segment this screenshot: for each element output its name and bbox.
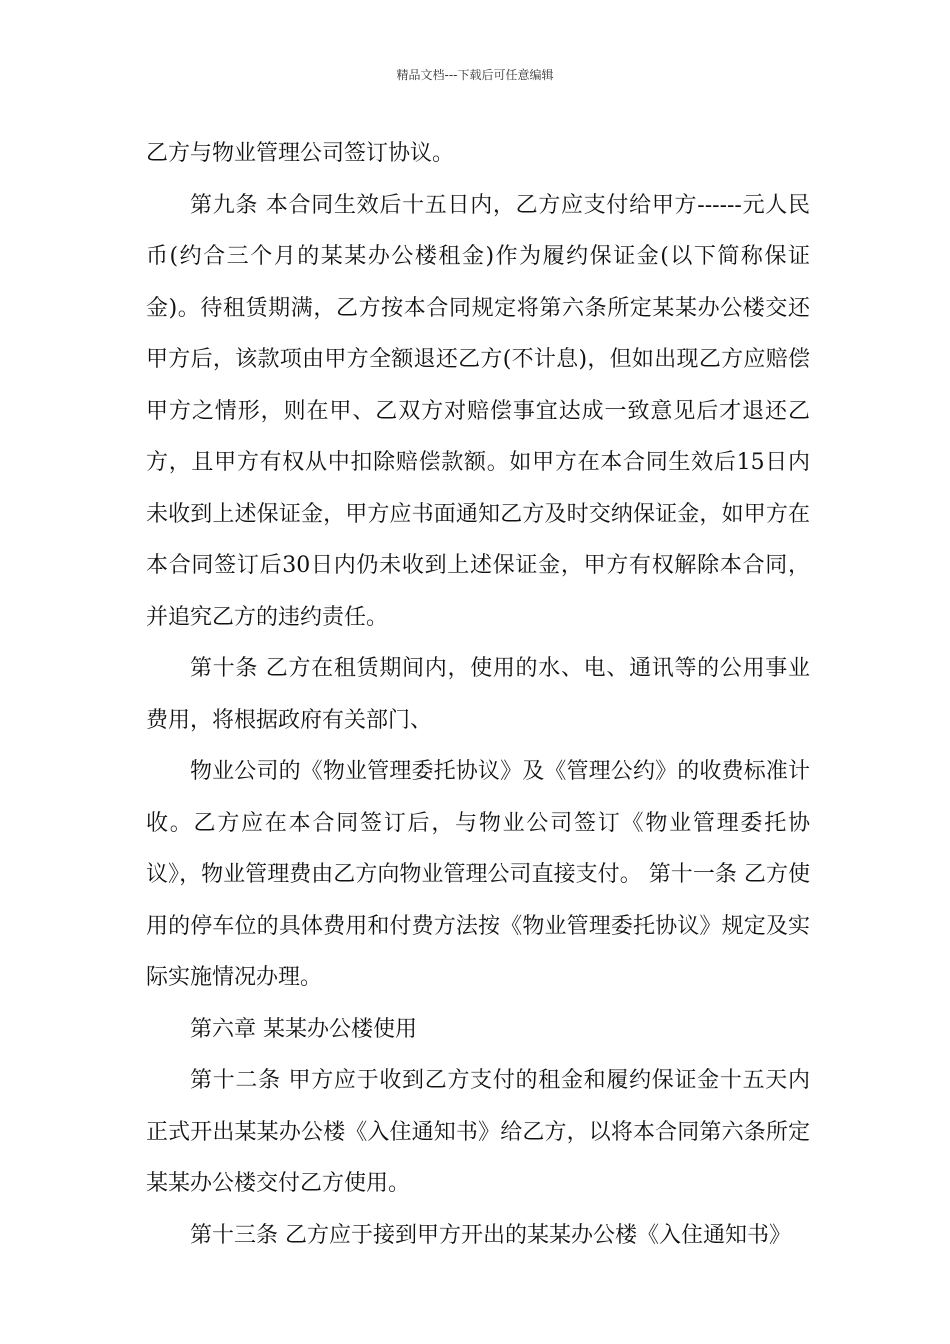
paragraph-article-10: 第十条 乙方在租赁期间内，使用的水、电、通讯等的公用事业费用，将根据政府有关部门、	[146, 656, 810, 733]
chapter-heading: 第六章 某某办公楼使用	[190, 1016, 417, 1042]
document-body	[146, 128, 810, 1261]
paragraph-article-10-continued: 物业公司的《物业管理委托协议》及《管理公约》的收费标准计收。乙方应在本合同签订后，与物业公司签订《物业管理委托协议》，物业管理费由乙方向物业管理公司直接支付。 第十一条 乙方使用的停车位的具体费用和付费方法按《物业管理委托协议》规定及实际实施情况办理。	[146, 759, 810, 990]
paragraph-1: 乙方与物业管理公司签订协议。	[146, 141, 455, 166]
paragraph-article-9: 第九条 本合同生效后十五日内，乙方应支付给甲方------元人民币(约合三个月的某某办公楼租金)作为履约保证金(以下简称保证金)。待租赁期满，乙方按本合同规定将第六条所定某某办公楼交还甲方后，该款项由甲方全额退还乙方(不计息)，但如出现乙方应赔偿甲方之情形，则在甲、乙双方对赔偿事宜达成一致意见后才退还乙方，且甲方有权从中扣除赔偿款额。如甲方在本合同生效后15日内未收到上述保证金，甲方应书面通知乙方及时交纳保证金，如甲方在本合同签订后30日内仍未收到上述保证金，甲方有权解除本合同，并追究乙方的违约责任。	[146, 192, 810, 630]
paragraph-article-13: 第十三条 乙方应于接到甲方开出的某某办公楼《入住通知书》	[190, 1222, 791, 1248]
page-header: 精品文档---下载后可任意编辑	[396, 68, 554, 82]
paragraph-article-12: 第十二条 甲方应于收到乙方支付的租金和履约保证金十五天内正式开出某某办公楼《入住通知书》给乙方，以将本合同第六条所定某某办公楼交付乙方使用。	[146, 1068, 810, 1196]
